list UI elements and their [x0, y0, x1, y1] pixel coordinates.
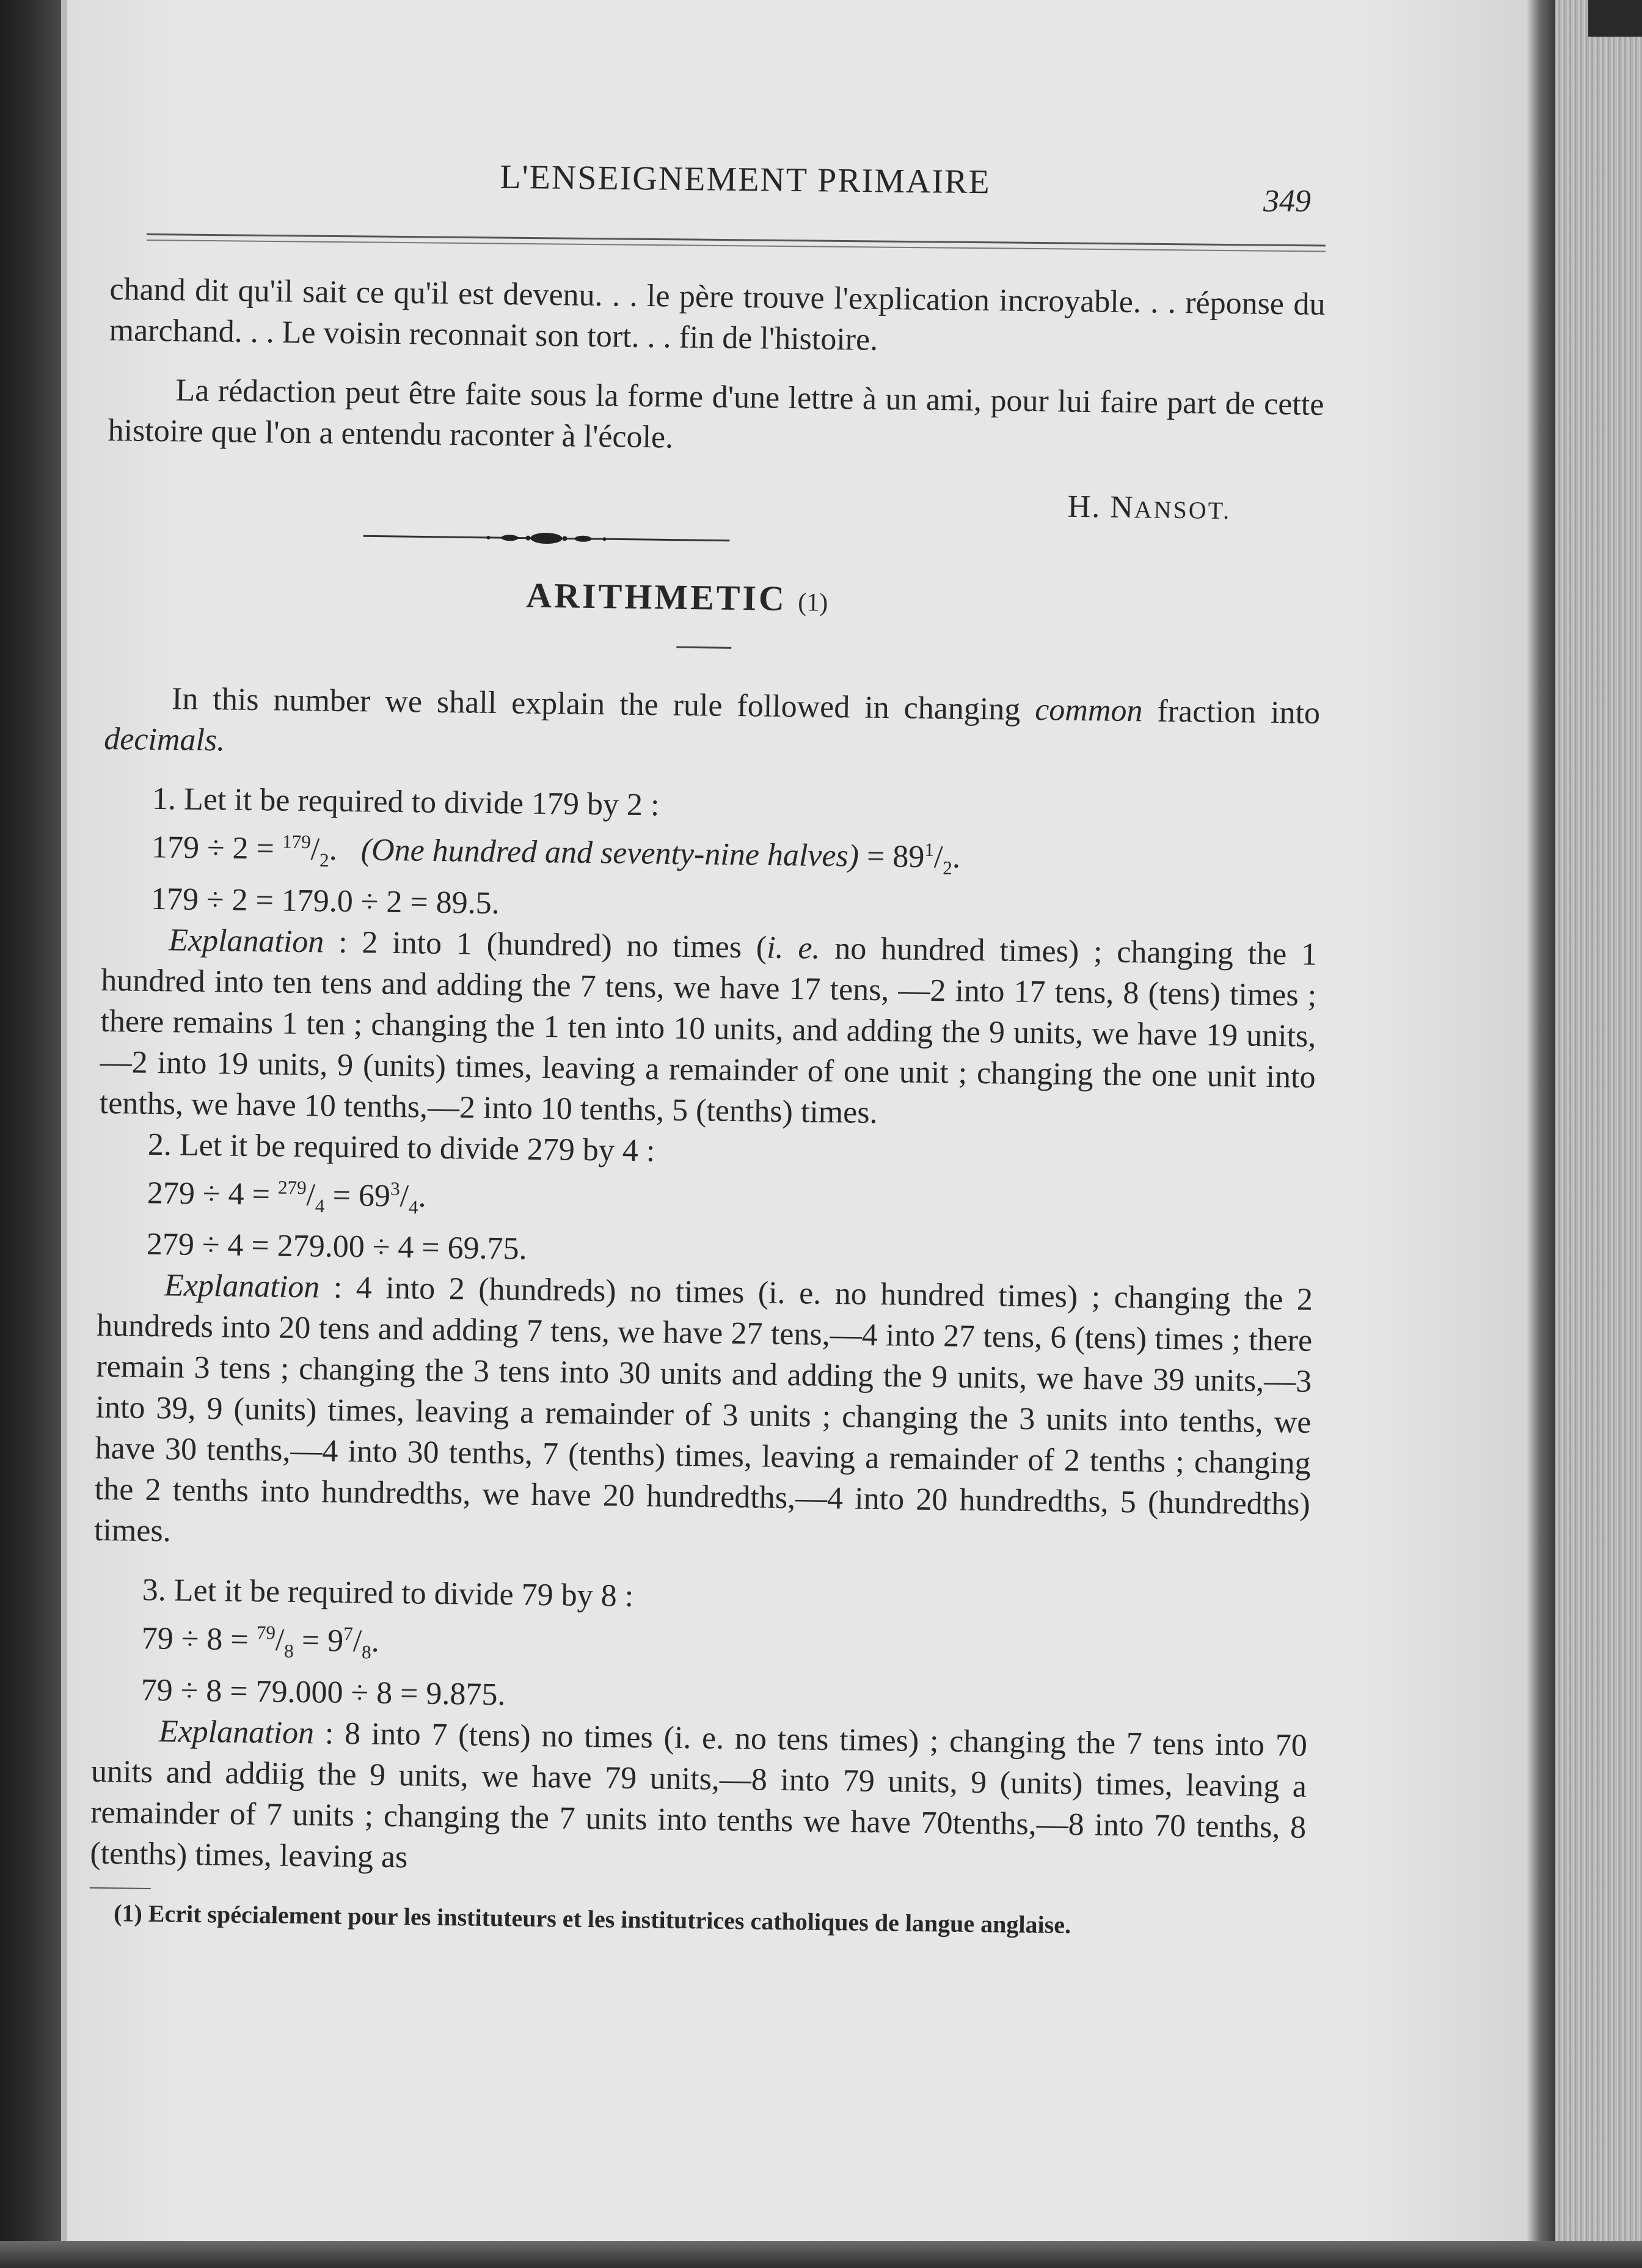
formula-left: 179 ÷ 2 =: [151, 830, 283, 866]
paragraph-story-outline: chand dit qu'il sait ce qu'il est devenu. . . le père trouve l'explication incroyable. . . réponse du marchand. . . Le voisin reconnait son tort. . . fin de l'histoire.: [109, 271, 1326, 357]
page-stack-edge: [1555, 0, 1642, 2241]
intro-text: In this number we shall explain the rule followed in changing: [171, 681, 1035, 728]
scan-corner: [1588, 0, 1642, 37]
footnote-marker: (1): [798, 588, 828, 617]
example-3-heading: 3. Let it be required to divide 79 by 8 :: [142, 1573, 634, 1614]
fraction-numerator: 179: [282, 830, 312, 853]
fraction-numerator: 79: [256, 1622, 276, 1644]
example-3-explanation: [90, 1710, 1307, 1889]
fraction-denominator: 2: [319, 849, 329, 871]
result-denominator: 8: [361, 1641, 371, 1663]
formula-result: = 9: [293, 1623, 344, 1659]
example-3-formula-decimal: 79 ÷ 8 = 79.000 ÷ 8 = 9.875.: [140, 1672, 506, 1713]
explanation-label: Explanation: [168, 923, 324, 960]
example-2-formula-decimal: 279 ÷ 4 = 279.00 ÷ 4 = 69.75.: [146, 1227, 527, 1267]
formula-result: = 69: [324, 1177, 391, 1213]
example-1-explanation: [99, 919, 1317, 1139]
explanation-text: : 8 into 7 (tens) no times (i. e. no tens times) ; changing the 7 tens into 70 units and addiig the 9 units, we have 79 units,—8 into 79 units, 9 (units) times, leaving a remainder of 7 units ; changing the 7 units into tenths we have 70tenths,—8 into 70 tenths, 8 (tenths) times, leaving as: [90, 1716, 1308, 1875]
text-block: [89, 269, 1326, 1943]
running-title: L'ENSEIGNEMENT PRIMAIRE: [500, 158, 991, 202]
result-denominator: 4: [408, 1196, 418, 1218]
fraction-in-words: (One hundred and seventy-nine halves): [360, 832, 859, 874]
intro-emphasis-decimals: decimals.: [103, 721, 225, 758]
formula-left: 79 ÷ 8 =: [141, 1621, 257, 1658]
footnote-rule: [90, 1887, 151, 1889]
result-numerator: 1: [924, 838, 935, 861]
result-denominator: 2: [942, 857, 953, 879]
formula-result: = 89: [858, 838, 925, 875]
example-1-heading: 1. Let it be required to divide 179 by 2 :: [151, 781, 660, 823]
ornament-divider-icon: [363, 524, 729, 553]
example-2-explanation: [94, 1264, 1313, 1566]
fraction-denominator: 4: [315, 1194, 325, 1216]
scan-border-left: [0, 0, 61, 2268]
intro-text-mid: fraction into: [1142, 693, 1321, 731]
intro-paragraph: [104, 678, 1321, 775]
fraction-numerator: 279: [277, 1176, 307, 1198]
paragraph-redaction: La rédaction peut être faite sous la forme d'une lettre à un ami, pour lui faire part de cette histoire que l'on a entendu raconter à l'école.: [108, 373, 1324, 455]
example-2-heading: 2. Let it be required to divide 279 by 4 :: [147, 1127, 655, 1169]
footnote: (1) Ecrit spécialement pour les instituteurs et les institutrices catholiques de langue anglaise.: [113, 1899, 1071, 1939]
explanation-text-cont: no hundred times) ; changing the 1 hundred into ten tens and adding the 7 tens, we have 17 tens, —2 into 17 tens, 8 (tens) times ; there remains 1 ten ; changing the 1 ten into 10 units, and adding the 9 units, we have 19 units,—2 into 19 units, 9 (units) times, leaving a remainder of one unit ; changing the one unit into tenths, we have 10 tenths,—2 into 10 tenths, 5 (tenths) times.: [99, 931, 1318, 1130]
example-1-formula-fraction: $179 \div 2 = ^{179}/_2$. (One hundred and seventy-nine halves) = $89^1/_2$.: [151, 830, 961, 879]
signature-initial: H. N: [1067, 489, 1135, 525]
signature-surname: ANSOT.: [1134, 496, 1232, 525]
page-number: 349: [1263, 184, 1311, 219]
intro-emphasis-common: common: [1034, 692, 1143, 729]
explanation-label: Explanation: [164, 1268, 320, 1305]
result-numerator: 7: [343, 1623, 354, 1645]
page-gutter-shadow: [1527, 0, 1555, 2241]
explanation-text: : 2 into 1 (hundred) no times (: [324, 924, 767, 965]
explanation-ie: i. e.: [766, 930, 820, 966]
scan-border-bottom: [0, 2241, 1642, 2268]
explanation-label: Explanation: [158, 1714, 315, 1751]
explanation-text: : 4 into 2 (hundreds) no times (i. e. no hundred times) ; changing the 2 hundreds into 20 tens and adding 7 tens, we have 27 tens,—4 into 27 tens, 6 (tens) times ; there remain 3 tens ; changing the 3 tens into 30 units and adding the 9 units, we have 39 units,—3 into 39, 9 (units) times, leaving a remainder of 3 units ; changing the 3 units into tenths, we have 30 tenths,—4 into 30 tenths, 7 (tenths) times, leaving a remainder of 2 tenths ; changing the 2 tenths into hundredths, we have 20 hundredths,—4 into 20 hundredths, 5 (hundredths) times.: [93, 1270, 1313, 1549]
fraction-denominator: 8: [283, 1640, 294, 1663]
result-numerator: 3: [390, 1177, 400, 1199]
example-3-formula-fraction: $79 \div 8 = ^{79}/_8 = 9^7/_8$.: [141, 1621, 380, 1663]
title-rule: [676, 646, 731, 649]
formula-left: 279 ÷ 4 =: [147, 1175, 279, 1212]
article-title-text: ARITHMETIC: [525, 575, 787, 618]
example-2-formula-fraction: $279 \div 4 = ^{279}/_4 = 69^3/_4$.: [147, 1175, 426, 1218]
article-title: [106, 569, 1322, 630]
example-1-formula-decimal: 179 ÷ 2 = 179.0 ÷ 2 = 89.5.: [150, 881, 500, 921]
